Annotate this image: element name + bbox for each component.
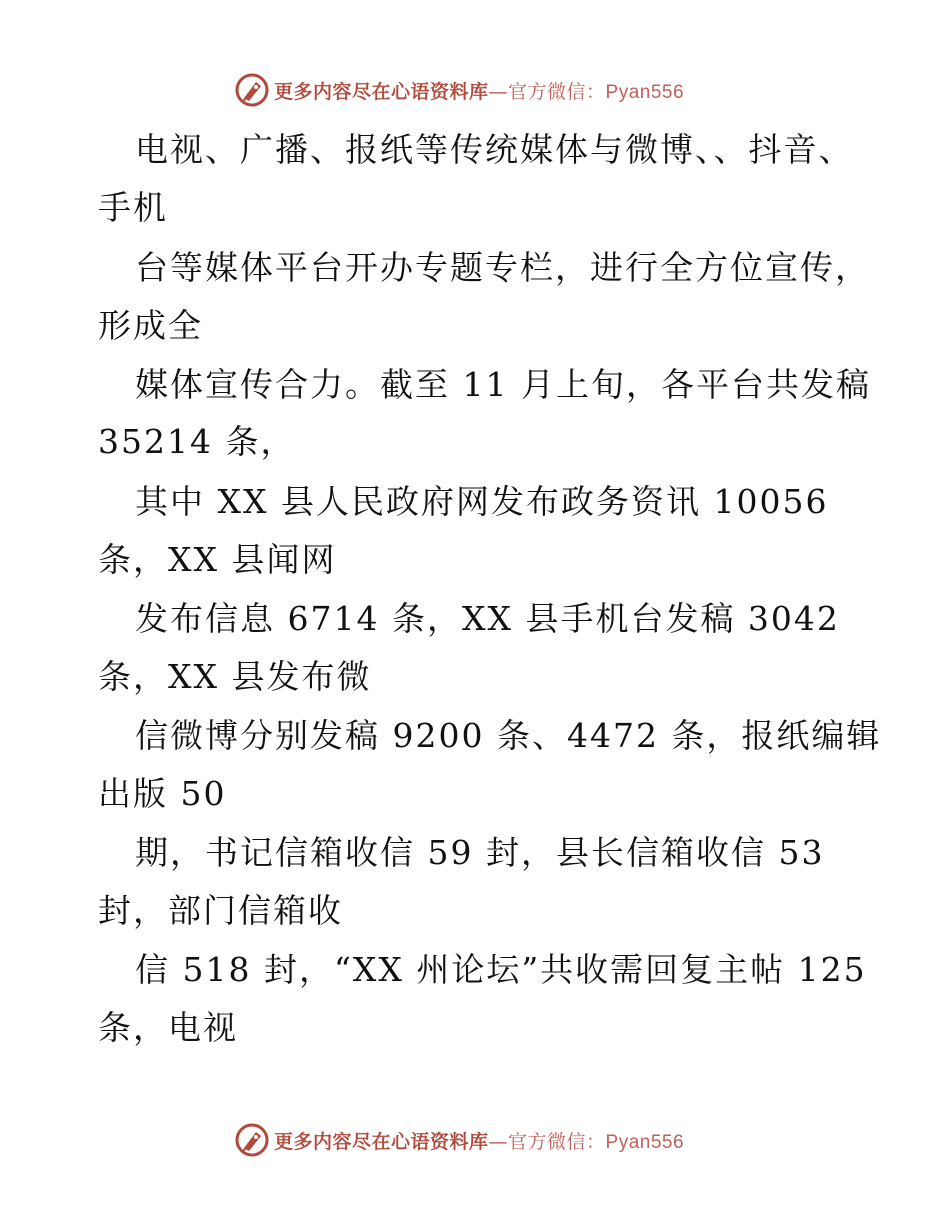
body-line: 条，XX 县闻网 xyxy=(98,540,337,579)
footer-watermark xyxy=(234,1120,684,1160)
watermark-wechat-label: 官方微信： xyxy=(508,80,606,103)
body-line: 其中 XX 县人民政府网发布政务资讯 10056 xyxy=(135,482,829,521)
body-line: 电视、广播、报纸等传统媒体与微博、、抖音、 xyxy=(135,130,854,169)
watermark-wechat-id: Pyan556 xyxy=(605,1131,685,1153)
body-line: 形成全 xyxy=(98,306,203,345)
watermark-wechat-id: Pyan556 xyxy=(605,81,685,103)
watermark-site-text: 更多内容尽在心语资料库 xyxy=(274,1130,489,1153)
body-line: 封，部门信箱收 xyxy=(98,891,343,930)
body-line: 信微博分别发稿 9200 条、4472 条，报纸编辑 xyxy=(135,716,882,755)
pen-nib-logo-icon xyxy=(234,1122,270,1158)
body-line: 信 518 封，“XX 州论坛”共收需回复主帖 125 xyxy=(135,950,867,989)
body-line: 媒体宣传合力。截至 11 月上旬，各平台共发稿 xyxy=(135,365,871,404)
pen-nib-logo-icon xyxy=(234,72,270,108)
body-line: 台等媒体平台开办专题专栏，进行全方位宣传， xyxy=(135,248,870,287)
body-line: 手机 xyxy=(98,188,168,227)
body-line: 条，电视 xyxy=(98,1008,238,1047)
watermark-dash: — xyxy=(488,1130,509,1153)
body-line: 期，书记信箱收信 59 封，县长信箱收信 53 xyxy=(135,833,825,872)
header-watermark xyxy=(234,70,684,110)
body-line: 35214 条， xyxy=(98,422,296,461)
body-line: 发布信息 6714 条，XX 县手机台发稿 3042 xyxy=(135,599,840,638)
watermark-site-text: 更多内容尽在心语资料库 xyxy=(274,80,489,103)
body-line: 条，XX 县发布微 xyxy=(98,657,372,696)
body-line: 出版 50 xyxy=(98,774,227,813)
watermark-wechat-label: 官方微信： xyxy=(508,1130,606,1153)
watermark-dash: — xyxy=(488,80,509,103)
